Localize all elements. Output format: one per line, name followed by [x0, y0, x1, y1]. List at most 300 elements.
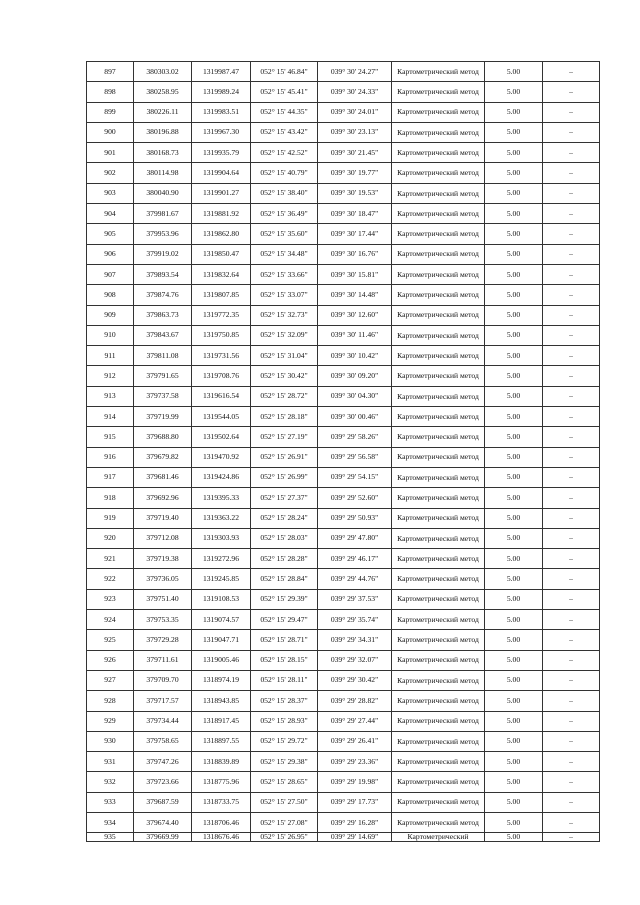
x-coordinate-cell: 380040.90 — [134, 183, 192, 203]
longitude-cell: 039° 30' 19.77" — [318, 163, 392, 183]
y-coordinate-cell: 1318706.46 — [192, 812, 251, 832]
accuracy-cell: 5.00 — [485, 569, 543, 589]
method-cell: Картометрический метод — [392, 325, 485, 345]
note-cell: – — [543, 264, 600, 284]
latitude-cell: 052° 15' 32.09" — [251, 325, 318, 345]
table-row — [87, 467, 600, 487]
accuracy-cell: 5.00 — [485, 650, 543, 670]
point-number-cell: 926 — [87, 650, 134, 670]
latitude-cell: 052° 15' 30.42" — [251, 366, 318, 386]
note-cell: – — [543, 447, 600, 467]
longitude-cell: 039° 29' 27.44" — [318, 711, 392, 731]
x-coordinate-cell: 380196.88 — [134, 122, 192, 142]
point-number-cell: 915 — [87, 427, 134, 447]
accuracy-cell: 5.00 — [485, 772, 543, 792]
y-coordinate-cell: 1318897.55 — [192, 731, 251, 751]
longitude-cell: 039° 29' 47.80" — [318, 528, 392, 548]
table-body — [87, 62, 600, 842]
x-coordinate-cell: 379692.96 — [134, 488, 192, 508]
point-number-cell: 908 — [87, 285, 134, 305]
point-number-cell: 899 — [87, 102, 134, 122]
latitude-cell: 052° 15' 26.95" — [251, 833, 318, 842]
point-number-cell: 934 — [87, 812, 134, 832]
point-number-cell: 930 — [87, 731, 134, 751]
y-coordinate-cell: 1319708.76 — [192, 366, 251, 386]
note-cell: – — [543, 589, 600, 609]
longitude-cell: 039° 30' 17.44" — [318, 224, 392, 244]
accuracy-cell: 5.00 — [485, 82, 543, 102]
longitude-cell: 039° 29' 50.93" — [318, 508, 392, 528]
point-number-cell: 924 — [87, 610, 134, 630]
method-cell: Картометрический метод — [392, 589, 485, 609]
note-cell: – — [543, 812, 600, 832]
method-cell: Картометрический метод — [392, 285, 485, 305]
x-coordinate-cell: 379736.05 — [134, 569, 192, 589]
point-number-cell: 901 — [87, 143, 134, 163]
point-number-cell: 932 — [87, 772, 134, 792]
point-number-cell: 925 — [87, 630, 134, 650]
x-coordinate-cell: 379681.46 — [134, 467, 192, 487]
point-number-cell: 916 — [87, 447, 134, 467]
x-coordinate-cell: 379981.67 — [134, 204, 192, 224]
coordinates-table — [86, 61, 600, 842]
latitude-cell: 052° 15' 33.07" — [251, 285, 318, 305]
table-row — [87, 122, 600, 142]
latitude-cell: 052° 15' 26.99" — [251, 467, 318, 487]
accuracy-cell: 5.00 — [485, 833, 543, 842]
latitude-cell: 052° 15' 42.52" — [251, 143, 318, 163]
latitude-cell: 052° 15' 27.19" — [251, 427, 318, 447]
method-cell: Картометрический метод — [392, 122, 485, 142]
method-cell: Картометрический метод — [392, 549, 485, 569]
note-cell: – — [543, 650, 600, 670]
point-number-cell: 928 — [87, 691, 134, 711]
point-number-cell: 911 — [87, 346, 134, 366]
y-coordinate-cell: 1319989.24 — [192, 82, 251, 102]
accuracy-cell: 5.00 — [485, 183, 543, 203]
y-coordinate-cell: 1319750.85 — [192, 325, 251, 345]
y-coordinate-cell: 1319967.30 — [192, 122, 251, 142]
y-coordinate-cell: 1319983.51 — [192, 102, 251, 122]
latitude-cell: 052° 15' 28.24" — [251, 508, 318, 528]
y-coordinate-cell: 1319987.47 — [192, 62, 251, 82]
latitude-cell: 052° 15' 28.93" — [251, 711, 318, 731]
x-coordinate-cell: 379863.73 — [134, 305, 192, 325]
method-cell: Картометрический метод — [392, 204, 485, 224]
accuracy-cell: 5.00 — [485, 528, 543, 548]
longitude-cell: 039° 29' 17.73" — [318, 792, 392, 812]
note-cell: – — [543, 407, 600, 427]
accuracy-cell: 5.00 — [485, 163, 543, 183]
longitude-cell: 039° 30' 10.42" — [318, 346, 392, 366]
method-cell: Картометрический метод — [392, 630, 485, 650]
accuracy-cell: 5.00 — [485, 589, 543, 609]
longitude-cell: 039° 30' 15.81" — [318, 264, 392, 284]
note-cell: – — [543, 122, 600, 142]
note-cell: – — [543, 691, 600, 711]
y-coordinate-cell: 1319303.93 — [192, 528, 251, 548]
point-number-cell: 927 — [87, 670, 134, 690]
latitude-cell: 052° 15' 45.41" — [251, 82, 318, 102]
accuracy-cell: 5.00 — [485, 143, 543, 163]
longitude-cell: 039° 30' 14.48" — [318, 285, 392, 305]
longitude-cell: 039° 30' 04.30" — [318, 386, 392, 406]
table-row — [87, 183, 600, 203]
x-coordinate-cell: 380168.73 — [134, 143, 192, 163]
latitude-cell: 052° 15' 35.60" — [251, 224, 318, 244]
x-coordinate-cell: 379953.96 — [134, 224, 192, 244]
point-number-cell: 907 — [87, 264, 134, 284]
note-cell: – — [543, 224, 600, 244]
longitude-cell: 039° 29' 19.98" — [318, 772, 392, 792]
note-cell: – — [543, 62, 600, 82]
method-cell: Картометрический метод — [392, 670, 485, 690]
longitude-cell: 039° 29' 32.07" — [318, 650, 392, 670]
point-number-cell: 919 — [87, 508, 134, 528]
note-cell: – — [543, 102, 600, 122]
x-coordinate-cell: 379719.40 — [134, 508, 192, 528]
table-row — [87, 731, 600, 751]
method-cell: Картометрический метод — [392, 143, 485, 163]
accuracy-cell: 5.00 — [485, 792, 543, 812]
latitude-cell: 052° 15' 28.11" — [251, 670, 318, 690]
latitude-cell: 052° 15' 28.15" — [251, 650, 318, 670]
y-coordinate-cell: 1319470.92 — [192, 447, 251, 467]
table-row — [87, 204, 600, 224]
table-row — [87, 264, 600, 284]
x-coordinate-cell: 379753.35 — [134, 610, 192, 630]
accuracy-cell: 5.00 — [485, 264, 543, 284]
point-number-cell: 914 — [87, 407, 134, 427]
point-number-cell: 921 — [87, 549, 134, 569]
longitude-cell: 039° 29' 54.15" — [318, 467, 392, 487]
method-cell: Картометрический метод — [392, 691, 485, 711]
method-cell: Картометрический метод — [392, 366, 485, 386]
x-coordinate-cell: 379687.59 — [134, 792, 192, 812]
latitude-cell: 052° 15' 27.37" — [251, 488, 318, 508]
y-coordinate-cell: 1319881.92 — [192, 204, 251, 224]
point-number-cell: 897 — [87, 62, 134, 82]
x-coordinate-cell: 380226.11 — [134, 102, 192, 122]
latitude-cell: 052° 15' 40.79" — [251, 163, 318, 183]
point-number-cell: 922 — [87, 569, 134, 589]
y-coordinate-cell: 1319424.86 — [192, 467, 251, 487]
accuracy-cell: 5.00 — [485, 122, 543, 142]
method-cell: Картометрический метод — [392, 305, 485, 325]
table-row — [87, 366, 600, 386]
point-number-cell: 905 — [87, 224, 134, 244]
latitude-cell: 052° 15' 33.66" — [251, 264, 318, 284]
y-coordinate-cell: 1319935.79 — [192, 143, 251, 163]
longitude-cell: 039° 30' 00.46" — [318, 407, 392, 427]
method-cell: Картометрический метод — [392, 386, 485, 406]
table-row — [87, 752, 600, 772]
longitude-cell: 039° 29' 30.42" — [318, 670, 392, 690]
latitude-cell: 052° 15' 28.28" — [251, 549, 318, 569]
accuracy-cell: 5.00 — [485, 610, 543, 630]
longitude-cell: 039° 29' 52.60" — [318, 488, 392, 508]
note-cell: – — [543, 488, 600, 508]
table-row — [87, 82, 600, 102]
note-cell: – — [543, 549, 600, 569]
x-coordinate-cell: 379719.38 — [134, 549, 192, 569]
point-number-cell: 933 — [87, 792, 134, 812]
accuracy-cell: 5.00 — [485, 691, 543, 711]
table-row — [87, 650, 600, 670]
x-coordinate-cell: 379674.40 — [134, 812, 192, 832]
note-cell: – — [543, 630, 600, 650]
longitude-cell: 039° 30' 19.53" — [318, 183, 392, 203]
x-coordinate-cell: 379874.76 — [134, 285, 192, 305]
point-number-cell: 906 — [87, 244, 134, 264]
x-coordinate-cell: 379747.26 — [134, 752, 192, 772]
method-cell: Картометрический метод — [392, 488, 485, 508]
method-cell: Картометрический метод — [392, 264, 485, 284]
method-cell: Картометрический метод — [392, 224, 485, 244]
table-row — [87, 224, 600, 244]
method-cell: Картометрический метод — [392, 163, 485, 183]
x-coordinate-cell: 379843.67 — [134, 325, 192, 345]
accuracy-cell: 5.00 — [485, 731, 543, 751]
longitude-cell: 039° 30' 11.46" — [318, 325, 392, 345]
table-row — [87, 305, 600, 325]
latitude-cell: 052° 15' 26.91" — [251, 447, 318, 467]
point-number-cell: 898 — [87, 82, 134, 102]
accuracy-cell: 5.00 — [485, 670, 543, 690]
longitude-cell: 039° 30' 12.60" — [318, 305, 392, 325]
latitude-cell: 052° 15' 29.47" — [251, 610, 318, 630]
y-coordinate-cell: 1319272.96 — [192, 549, 251, 569]
note-cell: – — [543, 528, 600, 548]
method-cell: Картометрический метод — [392, 812, 485, 832]
point-number-cell: 929 — [87, 711, 134, 731]
x-coordinate-cell: 379729.28 — [134, 630, 192, 650]
accuracy-cell: 5.00 — [485, 488, 543, 508]
longitude-cell: 039° 29' 26.41" — [318, 731, 392, 751]
latitude-cell: 052° 15' 29.72" — [251, 731, 318, 751]
y-coordinate-cell: 1319047.71 — [192, 630, 251, 650]
x-coordinate-cell: 379712.08 — [134, 528, 192, 548]
point-number-cell: 904 — [87, 204, 134, 224]
x-coordinate-cell: 379679.82 — [134, 447, 192, 467]
table-row — [87, 630, 600, 650]
table-row — [87, 670, 600, 690]
table-row — [87, 325, 600, 345]
x-coordinate-cell: 379791.65 — [134, 366, 192, 386]
longitude-cell: 039° 29' 46.17" — [318, 549, 392, 569]
latitude-cell: 052° 15' 27.50" — [251, 792, 318, 812]
table-row — [87, 772, 600, 792]
y-coordinate-cell: 1319074.57 — [192, 610, 251, 630]
table-row — [87, 569, 600, 589]
latitude-cell: 052° 15' 29.39" — [251, 589, 318, 609]
accuracy-cell: 5.00 — [485, 711, 543, 731]
table-row — [87, 285, 600, 305]
latitude-cell: 052° 15' 27.08" — [251, 812, 318, 832]
accuracy-cell: 5.00 — [485, 366, 543, 386]
y-coordinate-cell: 1318676.46 — [192, 833, 251, 842]
longitude-cell: 039° 29' 28.82" — [318, 691, 392, 711]
latitude-cell: 052° 15' 28.65" — [251, 772, 318, 792]
method-cell: Картометрический метод — [392, 752, 485, 772]
y-coordinate-cell: 1319901.27 — [192, 183, 251, 203]
table-row — [87, 508, 600, 528]
x-coordinate-cell: 379711.61 — [134, 650, 192, 670]
y-coordinate-cell: 1319862.80 — [192, 224, 251, 244]
table-row — [87, 589, 600, 609]
note-cell: – — [543, 670, 600, 690]
accuracy-cell: 5.00 — [485, 346, 543, 366]
method-cell: Картометрический метод — [392, 346, 485, 366]
longitude-cell: 039° 29' 58.26" — [318, 427, 392, 447]
accuracy-cell: 5.00 — [485, 467, 543, 487]
latitude-cell: 052° 15' 44.35" — [251, 102, 318, 122]
y-coordinate-cell: 1319731.56 — [192, 346, 251, 366]
accuracy-cell: 5.00 — [485, 549, 543, 569]
latitude-cell: 052° 15' 28.72" — [251, 386, 318, 406]
table-row — [87, 549, 600, 569]
longitude-cell: 039° 30' 16.76" — [318, 244, 392, 264]
longitude-cell: 039° 30' 21.45" — [318, 143, 392, 163]
table-row — [87, 792, 600, 812]
x-coordinate-cell: 379719.99 — [134, 407, 192, 427]
latitude-cell: 052° 15' 28.84" — [251, 569, 318, 589]
point-number-cell: 923 — [87, 589, 134, 609]
point-number-cell: 935 — [87, 833, 134, 842]
longitude-cell: 039° 29' 23.36" — [318, 752, 392, 772]
y-coordinate-cell: 1319850.47 — [192, 244, 251, 264]
y-coordinate-cell: 1319544.05 — [192, 407, 251, 427]
method-cell: Картометрический метод — [392, 772, 485, 792]
y-coordinate-cell: 1318917.45 — [192, 711, 251, 731]
latitude-cell: 052° 15' 28.18" — [251, 407, 318, 427]
note-cell: – — [543, 427, 600, 447]
latitude-cell: 052° 15' 28.03" — [251, 528, 318, 548]
point-number-cell: 910 — [87, 325, 134, 345]
accuracy-cell: 5.00 — [485, 508, 543, 528]
y-coordinate-cell: 1319772.35 — [192, 305, 251, 325]
x-coordinate-cell: 379893.54 — [134, 264, 192, 284]
table-row — [87, 163, 600, 183]
y-coordinate-cell: 1318974.19 — [192, 670, 251, 690]
accuracy-cell: 5.00 — [485, 752, 543, 772]
table-row — [87, 833, 600, 842]
x-coordinate-cell: 379717.57 — [134, 691, 192, 711]
x-coordinate-cell: 380114.98 — [134, 163, 192, 183]
method-cell: Картометрический метод — [392, 731, 485, 751]
method-cell: Картометрический метод — [392, 528, 485, 548]
x-coordinate-cell: 379669.99 — [134, 833, 192, 842]
note-cell: – — [543, 833, 600, 842]
table-row — [87, 447, 600, 467]
latitude-cell: 052° 15' 28.37" — [251, 691, 318, 711]
y-coordinate-cell: 1319807.85 — [192, 285, 251, 305]
accuracy-cell: 5.00 — [485, 244, 543, 264]
note-cell: – — [543, 204, 600, 224]
x-coordinate-cell: 379737.58 — [134, 386, 192, 406]
note-cell: – — [543, 366, 600, 386]
y-coordinate-cell: 1319395.33 — [192, 488, 251, 508]
accuracy-cell: 5.00 — [485, 447, 543, 467]
method-cell: Картометрический метод — [392, 427, 485, 447]
point-number-cell: 900 — [87, 122, 134, 142]
note-cell: – — [543, 244, 600, 264]
table-row — [87, 610, 600, 630]
x-coordinate-cell: 379751.40 — [134, 589, 192, 609]
method-cell: Картометрический метод — [392, 447, 485, 467]
table-row — [87, 386, 600, 406]
note-cell: – — [543, 731, 600, 751]
latitude-cell: 052° 15' 31.04" — [251, 346, 318, 366]
table-row — [87, 528, 600, 548]
table-row — [87, 427, 600, 447]
accuracy-cell: 5.00 — [485, 630, 543, 650]
method-cell: Картометрический метод — [392, 183, 485, 203]
point-number-cell: 912 — [87, 366, 134, 386]
table-row — [87, 812, 600, 832]
longitude-cell: 039° 30' 18.47" — [318, 204, 392, 224]
accuracy-cell: 5.00 — [485, 407, 543, 427]
note-cell: – — [543, 569, 600, 589]
method-cell: Картометрический метод — [392, 407, 485, 427]
y-coordinate-cell: 1319502.64 — [192, 427, 251, 447]
method-cell: Картометрический метод — [392, 711, 485, 731]
note-cell: – — [543, 610, 600, 630]
latitude-cell: 052° 15' 46.84" — [251, 62, 318, 82]
latitude-cell: 052° 15' 29.38" — [251, 752, 318, 772]
x-coordinate-cell: 379688.80 — [134, 427, 192, 447]
note-cell: – — [543, 752, 600, 772]
y-coordinate-cell: 1319005.46 — [192, 650, 251, 670]
point-number-cell: 917 — [87, 467, 134, 487]
longitude-cell: 039° 30' 23.13" — [318, 122, 392, 142]
note-cell: – — [543, 346, 600, 366]
method-cell: Картометрический метод — [392, 569, 485, 589]
latitude-cell: 052° 15' 28.71" — [251, 630, 318, 650]
y-coordinate-cell: 1319245.85 — [192, 569, 251, 589]
note-cell: – — [543, 467, 600, 487]
note-cell: – — [543, 82, 600, 102]
x-coordinate-cell: 380258.95 — [134, 82, 192, 102]
table-row — [87, 244, 600, 264]
x-coordinate-cell: 379758.65 — [134, 731, 192, 751]
longitude-cell: 039° 29' 56.58" — [318, 447, 392, 467]
y-coordinate-cell: 1319616.54 — [192, 386, 251, 406]
y-coordinate-cell: 1319832.64 — [192, 264, 251, 284]
accuracy-cell: 5.00 — [485, 285, 543, 305]
y-coordinate-cell: 1318943.85 — [192, 691, 251, 711]
y-coordinate-cell: 1318733.75 — [192, 792, 251, 812]
note-cell: – — [543, 183, 600, 203]
point-number-cell: 902 — [87, 163, 134, 183]
accuracy-cell: 5.00 — [485, 325, 543, 345]
table-row — [87, 102, 600, 122]
longitude-cell: 039° 30' 09.20" — [318, 366, 392, 386]
accuracy-cell: 5.00 — [485, 102, 543, 122]
method-cell: Картометрический метод — [392, 62, 485, 82]
point-number-cell: 909 — [87, 305, 134, 325]
note-cell: – — [543, 285, 600, 305]
table-row — [87, 407, 600, 427]
table-row — [87, 488, 600, 508]
y-coordinate-cell: 1319904.64 — [192, 163, 251, 183]
note-cell: – — [543, 325, 600, 345]
table-row — [87, 143, 600, 163]
longitude-cell: 039° 29' 34.31" — [318, 630, 392, 650]
table-row — [87, 346, 600, 366]
y-coordinate-cell: 1318775.96 — [192, 772, 251, 792]
accuracy-cell: 5.00 — [485, 427, 543, 447]
